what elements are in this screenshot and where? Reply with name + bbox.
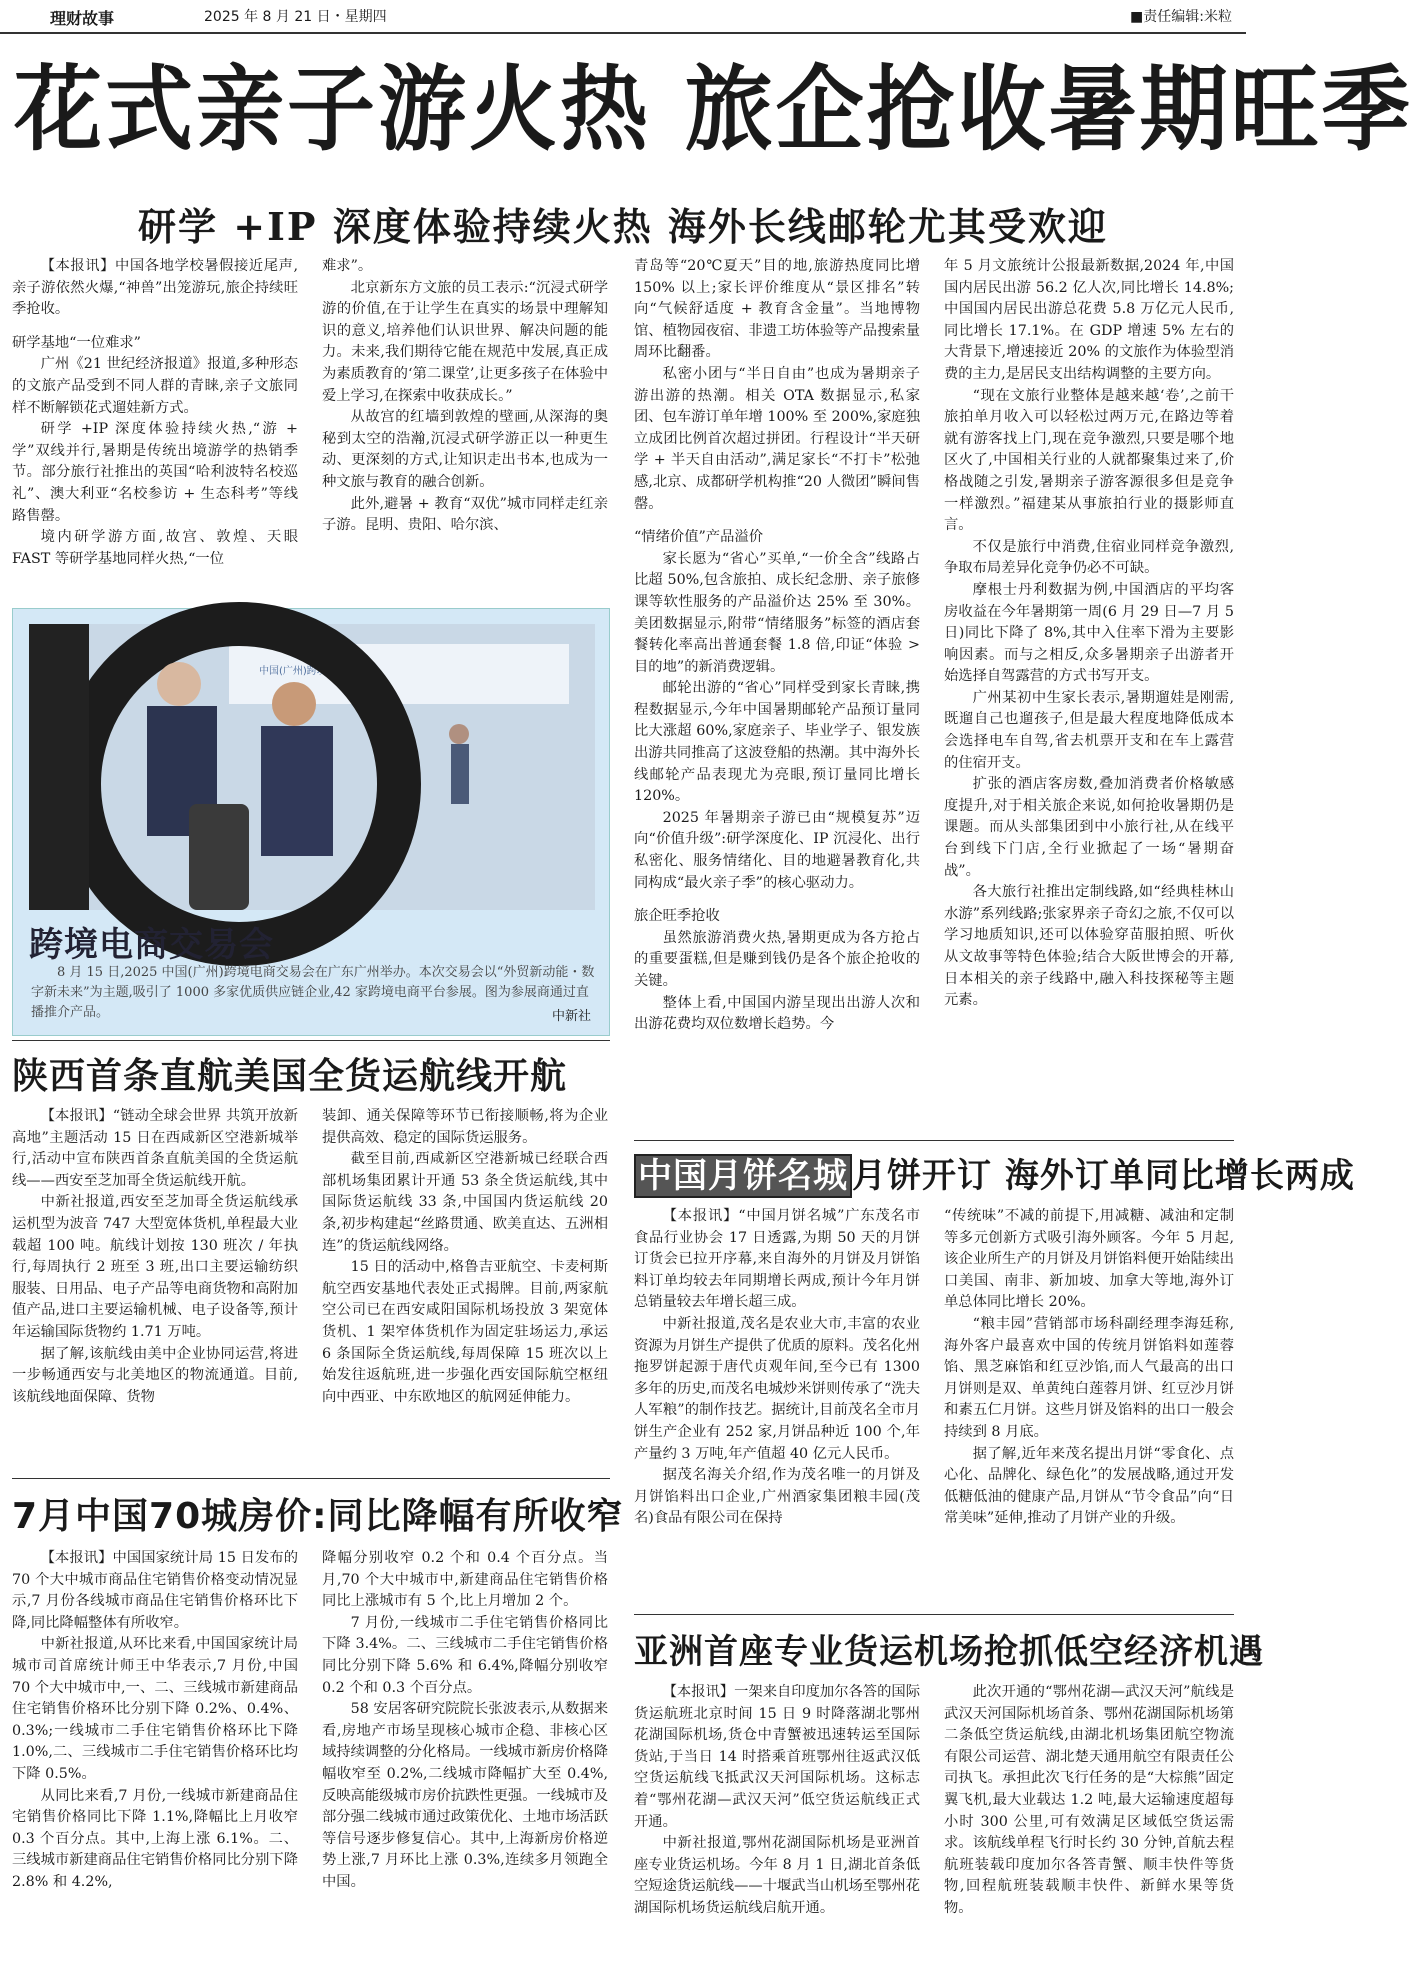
story1-para: 家长愿为“省心”买单,“一价全含”线路占比超 50%,包含旅拍、成长纪念册、亲子旅修课等软性服务的产品溢价达 25% 至 30%。美团数据显示,附带“情绪服务”标签的酒店套餐转化率高出普通套餐 1.8 倍,印证“体验 > 目的地”的新消费逻辑。 [634,550,920,675]
story1-para: 广州《21 世纪经济报道》报道,多种形态的文旅产品受到不同人群的青睐,亲子文旅同样不断解锁花式遛娃新方式。 [12,356,298,416]
story3-para: 中新社报道,从环比来看,中国国家统计局城市司首席统计师王中华表示,7 月份,中国 70 个大中城市中,一、二、三线城市新建商品住宅销售价格环比分别下降 0.2%、0.4%、0.3%;一线城市二手住宅销售价格环比下降 1.0%,二、三线城市二手住宅销售价格环比均下降 0.5%。 [12,1636,298,1782]
section-name: 理财故事 [50,9,115,28]
story4-para: “传统味”不减的前提下,用减糖、减油和定制等多元创新方式吸引海外顾客。今年 5 月起,该企业所生产的月饼及月饼馅料便开始陆续出口美国、南非、新加坡、加拿大等地,海外订单总体同比增长 20%。 [944,1208,1234,1311]
story1-column-4 [944,256,1234,1136]
divider [634,1140,1234,1141]
story3-para: 降幅分别收窄 0.2 个和 0.4 个百分点。当月,70 个大中城市中,新建商品住宅销售价格同比上涨城市有 5 个,比上月增加 2 个。 [322,1550,608,1610]
story3-para: 【本报讯】中国国家统计局 15 日发布的 70 个大中城市商品住宅销售价格变动情况显示,7 月份各线城市商品住宅销售价格环比下降,同比降幅整体有所收窄。 [12,1550,298,1631]
story4-para: 【本报讯】“中国月饼名城”广东茂名市食品行业协会 17 日透露,为期 50 天的月饼订货会已拉开序幕,来自海外的月饼及月饼馅料订单均较去年同期增长两成,预计今年月饼总销量较去年增长超三成。 [634,1208,920,1311]
issue-date: 2025 年 8 月 21 日・星期四 [204,9,387,25]
story2-para: 【本报讯】“链动全球会世界 共筑开放新高地”主题活动 15 日在西咸新区空港新城举行,活动中宣布陕西首条直航美国的全货运航线——西安至芝加哥全货运航线开航。 [12,1108,298,1189]
story1-para: 此外,避暑 + 教育“双优”城市同样走红亲子游。昆明、贵阳、哈尔滨、 [322,495,608,534]
headline-rest: 月饼开订 海外订单同比增长两成 [852,1156,1355,1196]
news-photo [29,624,595,910]
story1-para: 私密小团与“半日自由”也成为暑期亲子游出游的热潮。相关 OTA 数据显示,私家团、包车游订单年增 100% 至 200%,家庭独立成团比例首次超过拼团。行程设计“半天研学 + 半天自由活动”,满足家长“不打卡”松弛感,北京、成都研学机构推“20 人微团”瞬间售罄。 [634,365,920,512]
story4-column-1 [634,1206,920,1602]
story1-para: 虽然旅游消费火热,暑期更成为各方抢占的重要蛋糕,但是赚到钱仍是各个旅企抢收的关键。 [634,929,920,989]
story1-para: 研学 +IP 深度体验持续火热,“游 + 学”双线并行,暑期是传统出境游学的热销季节。部分旅行社推出的英国“哈利波特名校巡礼”、澳大利亚“名校参访 + 生态科考”等线路售罄。 [12,421,298,524]
story3-para: 58 安居客研究院院长张波表示,从数据来看,房地产市场呈现核心城市企稳、非核心区域持续调整的分化格局。一线城市新房价格降幅收窄至 0.2%,二线城市降幅扩大至 0.4%,反映高能级城市房价抗跌性更强。一线城市及部分强二线城市通过政策优化、土地市场活跃等信号逐步修复信心。其中,上海新房价格逆势上涨,7 月环比上涨 0.3%,连续多月领跑全中国。 [322,1701,608,1890]
story1-column-1 [12,256,298,596]
story3-para: 从同比来看,7 月份,一线城市新建商品住宅销售价格同比下降 1.1%,降幅比上月收窄 0.3 个百分点。其中,上海上涨 6.1%。二、三线城市新建商品住宅销售价格同比分别下降 2.8% 和 4.2%, [12,1787,298,1890]
story1-para: 整体上看,中国国内游呈现出出游人次和出游花费均双位数增长趋势。今 [634,994,920,1033]
story2-para: 中新社报道,西安至芝加哥全货运航线承运机型为波音 747 大型宽体货机,单程最大业载超 100 吨。航线计划按 130 班次 / 年执行,每周执行 2 班至 3 班,出口主要运输纺织服装、日用品、电子产品等电商货物和高附加值产品,进口主要运输机械、电子设备等,预计年运输国际货物约 1.71 万吨。 [12,1194,298,1340]
story5-headline: 亚洲首座专业货运机场抢抓低空经济机遇 [634,1632,1264,1672]
banner-text: 中国(广州)跨境电商交易会 [259,666,377,677]
story1-para: 摩根士丹利数据为例,中国酒店的平均客房收益在今年暑期第一周(6 月 29 日—7 月 5 日)同比下降了 8%,其中入住率下滑为主要影响因素。而与之相反,众多暑期亲子出游者开始选择自驾露营的方式书写开支。 [944,581,1234,685]
story2-column-2 [322,1106,608,1462]
story3-para: 7 月份,一线城市二手住宅销售价格同比下降 3.4%。二、三线城市二手住宅销售价格同比分别下降 5.6% 和 6.4%,降幅分别收窄 0.2 个和 0.3 个百分点。 [322,1614,608,1696]
story4-column-2 [944,1206,1234,1602]
story2-column-1 [12,1106,298,1462]
story5-column-2 [944,1682,1234,1962]
story5-column-1 [634,1682,920,1962]
story1-para: 难求”。 [322,258,373,274]
story1-para: 【本报讯】中国各地学校暑假接近尾声,亲子游依然火爆,“神兽”出笼游玩,旅企持续旺季抢收。 [12,258,298,318]
story1-subhead: 旅企旺季抢收 [634,908,720,925]
masthead-bar [0,0,1246,34]
story1-column-3 [634,256,920,1136]
story5-para: 中新社报道,鄂州花湖国际机场是亚洲首座专业货运机场。今年 8 月 1 日,湖北首条低空短途货运航线——十堰武当山机场至鄂州花湖国际机场货运航线启航开通。 [634,1835,920,1916]
main-subheadline: 研学 +IP 深度体验持续火热 海外长线邮轮尤其受欢迎 [138,204,1108,249]
story1-subhead: “情绪价值”产品溢价 [634,529,763,546]
story1-para: “现在文旅行业整体是越来越‘卷’,之前干旅拍单月收入可以轻松过两万元,在路边等着就有游客找上门,现在竞争激烈,只要是哪个地区火了,中国相关行业的人就都聚集过来了,价格战随之引发,暑期亲子游客源很多但是竞争一样激烈。”福建某从事旅拍行业的摄影师直言。 [944,387,1234,534]
story1-para: 从故宫的红墙到敦煌的壁画,从深海的奥秘到太空的浩瀚,沉浸式研学游正以一种更生动、更深刻的方式,让知识走出书本,也成为一种文旅与教育的融合创新。 [322,409,608,490]
story1-para: 青岛等“20℃夏天”目的地,旅游热度同比增 150% 以上;家长评价维度从“景区排名”转向“气候舒适度 + 教育含金量”。当地博物馆、植物园夜宿、非遗工坊体验等产品搜索量周环比翻番。 [634,258,920,361]
story5-para: 【本报讯】一架来自印度加尔各答的国际货运航班北京时间 15 日 9 时降落湖北鄂州花湖国际机场,货仓中青蟹被迅速转运至国际货站,于当日 14 时搭乘首班鄂州往返武汉低空货运航线飞抵武汉天河国际机场。这标志着“鄂州花湖—武汉天河”低空货运航线正式开通。 [634,1684,920,1830]
story4-para: “粮丰园”营销部市场科副经理李海廷称,海外客户最喜欢中国的传统月饼馅料如莲蓉馅、黑芝麻馅和红豆沙馅,而人气最高的出口月饼则是双、单黄纯白莲蓉月饼、红豆沙月饼和素五仁月饼。这些月饼及馅料的出口一般会持续到 8 月底。 [944,1315,1234,1440]
story3-column-2 [322,1548,608,1962]
photo-feature [12,608,610,1036]
main-headline: 花式亲子游火热 旅企抢收暑期旺季 [14,55,1413,164]
story4-para: 中新社报道,茂名是农业大市,丰富的农业资源为月饼生产提供了优质的原料。茂名化州拖罗饼起源于唐代贞观年间,至今已有 1300 多年的历史,而茂名电城炒米饼则传承了“洗夫人军粮”的制作技艺。据统计,目前茂名全市月饼生产企业有 252 家,月饼品种近 100 个,年产量约 3 万吨,年产值超 40 亿元人民币。 [634,1315,920,1462]
story1-para: 不仅是旅行中消费,住宿业同样竞争激烈,争取布局差异化竞争仍必不可缺。 [944,538,1234,577]
story2-para: 15 日的活动中,格鲁吉亚航空、卡麦柯斯航空西安基地代表处正式揭牌。目前,两家航空公司已在西安咸阳国际机场投放 3 架宽体货机、1 架窄体货机作为固定驻场运力,承运 6 条国际全货运航线,每周保障 15 班次以上始发往返航班,进一步强化西安国际航空枢纽向中西亚、中东欧地区的航网延伸能力。 [322,1259,608,1405]
story1-para: 各大旅行社推出定制线路,如“经典桂林山水游”系列线路;张家界亲子奇幻之旅,不仅可以学习地质知识,还可以体验穿苗服拍照、听伙从文故事等特色体验;结合大阪世博会的开幕,日本相关的亲子线路中,融入科技探秘等主题元素。 [944,884,1234,1009]
story1-subhead: 研学基地“一位难求” [12,334,141,351]
photo-title: 跨境电商交易会 [29,925,274,965]
story5-para: 此次开通的“鄂州花湖—武汉天河”航线是武汉天河国际机场首条、鄂州花湖国际机场第二条低空货运航线,由湖北机场集团航空物流有限公司运营、湖北楚天通用航空有限责任公司执飞。承担此次飞行任务的是“大棕熊”固定翼飞机,最大业载达 1.2 吨,最大运输速度超每小时 300 公里,可有效满足区域低空货运需求。该航线单程飞行时长约 30 分钟,首航去程航班装载印度加尔各答青蟹、顺丰快件等货物,回程航班装载顺丰快件、新鲜水果等货物。 [944,1684,1234,1916]
headline-badge: 中国月饼名城 [634,1154,852,1198]
story4-para: 据茂名海关介绍,作为茂名唯一的月饼及月饼馅料出口企业,广州酒家集团粮丰园(茂名)食品有限公司在保持 [634,1467,920,1527]
story3-headline: 7月中国70城房价:同比降幅有所收窄 [12,1496,624,1537]
story2-para: 截至目前,西咸新区空港新城已经联合西部机场集团累计开通 53 条全货运航线,其中国际货运航线 33 条,中国国内货运航线 20 条,初步构建起“丝路贯通、欧美直达、五洲相连”的货运航线网络。 [322,1151,608,1254]
story1-para: 广州某初中生家长表示,暑期遛娃是刚需,既遛自己也遛孩子,但是最大程度地降低成本会选择电车自驾,省去机票开支和在车上露营的住宿开支。 [944,689,1234,771]
story2-para: 据了解,该航线由美中企业协同运营,将进一步畅通西安与北美地区的物流通道。目前,该航线地面保障、货物 [12,1345,298,1405]
editor-credit: ■责任编辑:米粒 [1130,9,1232,25]
photo-credit: 中新社 [551,1009,591,1024]
story1-para: 北京新东方文旅的员工表示:“沉浸式研学游的价值,在于让学生在真实的场景中理解知识的意义,培养他们认识世界、解决问题的能力。未来,我们期待它能在规范中发展,真正成为素质教育的‘第二课堂’,让更多孩子在体验中爱上学习,在探索中收获成长。” [322,279,608,404]
divider [634,1614,1234,1615]
story1-para: 境内研学游方面,故宫、敦煌、天眼 FAST 等研学基地同样火热,“一位 [12,529,298,567]
story2-para: 装卸、通关保障等环节已衔接顺畅,将为企业提供高效、稳定的国际货运服务。 [322,1108,608,1146]
story1-para: 2025 年暑期亲子游已由“规模复苏”迈向“价值升级”:研学深度化、IP 沉浸化、出行私密化、服务情绪化、目的地避暑教育化,共同构成“最火亲子季”的核心驱动力。 [634,809,920,891]
story1-para: 邮轮出游的“省心”同样受到家长青睐,携程数据显示,今年中国暑期邮轮产品预订量同比大涨超 60%,家庭亲子、毕业学子、银发族出游共同推高了这波登船的热潮。其中海外长线邮轮产品表现尤为亮眼,预订量同比增长 120%。 [634,680,920,805]
story1-column-2 [322,256,608,596]
photo-illustration [29,624,595,910]
divider [12,1040,610,1041]
story2-headline: 陕西首条直航美国全货运航线开航 [12,1056,568,1097]
story4-headline [634,1148,1355,1197]
story1-para: 扩张的酒店客房数,叠加消费者价格敏感度提升,对于相关旅企来说,如何抢收暑期仍是课题。而从头部集团到中小旅行社,从在线平台到线下门店,全行业掀起了一场“暑期奋战”。 [944,776,1234,879]
divider [12,1478,610,1479]
story1-para: 年 5 月文旅统计公报最新数据,2024 年,中国国内居民出游 56.2 亿人次,同比增长 14.8%;中国国内居民出游总花费 5.8 万亿元人民币,同比增长 17.1%。在 GDP 增速 5% 左右的大背景下,增速接近 20% 的文旅作为体验型消费的主力,是居民支出结构调整的主要方向。 [944,258,1234,382]
story4-para: 据了解,近年来茂名提出月饼“零食化、点心化、品牌化、绿色化”的发展战略,通过开发低糖低油的健康产品,月饼从“节令食品”向“日常美味”延伸,推动了月饼产业的升级。 [944,1445,1234,1527]
story3-column-1 [12,1548,298,1962]
photo-caption: 8 月 15 日,2025 中国(广州)跨境电商交易会在广东广州举办。本次交易会以“外贸新动能・数字新未来”为主题,吸引了 1000 多家优质供应链企业,42 家跨境电商平台参展。图为参展商通过直播推介产品。 [31,965,595,1020]
